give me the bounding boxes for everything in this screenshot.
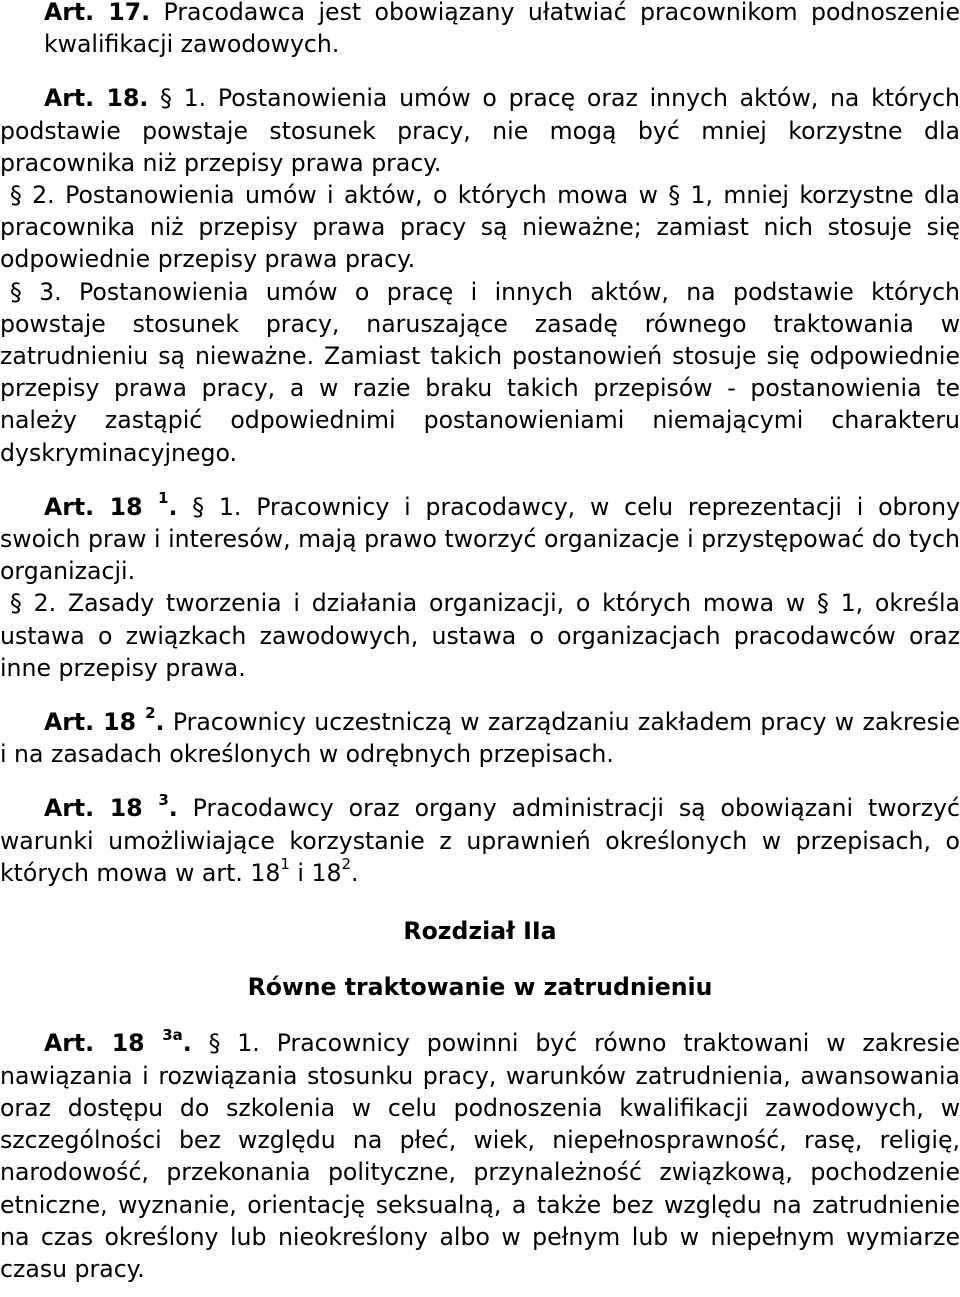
art-18-3-label: Art. 18 $^3$. [44, 790, 178, 823]
art-18-par-3 [0, 276, 960, 469]
art-18-1-par-2-text: Zasady tworzenia i działania organizacji, o których mowa w § 1, określa ustawa o związkach zawodowych, ustawa o organizacjach pracodawców oraz inne przepisy prawa. [0, 589, 960, 682]
art-18-2-label: Art. 18 $^2$. [44, 704, 165, 737]
art-18-3-sup: 3 [158, 790, 169, 809]
art-18-par-3-mark: § 3. [10, 277, 62, 306]
art-18-3-text: Pracodawcy oraz organy administracji są obowiązani tworzyć warunki umożliwiające korzystanie z uprawnień określonych w przepisach, o których mowa w art. $18^1$ i $18^2$. [0, 794, 960, 887]
art-18-par-3-text: Postanowienia umów o pracę i innych aktów, na podstawie których powstaje stosunek pracy, naruszające zasadę równego traktowania w zatrudnieniu są nieważne. Zamiast takich postanowień stosuje się odpowiednie przepisy prawa pracy, a w razie braku takich przepisów - postanowienia te należy zastąpić odpowiednimi postanowieniami niemającymi charakteru dyskryminacyjnego. [0, 277, 960, 467]
art-18-2 [0, 706, 960, 770]
art-17 [0, 0, 960, 60]
spacer [0, 770, 960, 792]
art-18-2-sup: 2 [145, 704, 156, 723]
art-18-3a-label: Art. 18 $^{3a}$. [44, 1025, 192, 1058]
spacer [0, 889, 960, 915]
spacer [0, 947, 960, 971]
chapter-subtitle: Równe traktowanie w zatrudnieniu [247, 973, 713, 1002]
spacer [0, 684, 960, 706]
art-18-1-label: Art. 18 $^1$. [44, 488, 178, 521]
art-18-1-par-1-text: Pracownicy i pracodawcy, w celu reprezentacji i obrony swoich praw i interesów, mają prawo tworzyć organizacje i przystępować do tych organizacji. [0, 492, 960, 586]
art-18-label: Art. 18. [44, 84, 149, 113]
art-18-par-1-text: Postanowienia umów o pracę oraz innych aktów, na których podstawie powstaje stosunek pracy, nie mogą być mniej korzystne dla pracownika niż przepisy prawa pracy. [0, 84, 960, 177]
art-18-2-text: Pracownicy uczestniczą w zarządzaniu zakładem pracy w zakresie i na zasadach określonych w odrębnych przepisach. [0, 708, 960, 769]
spacer [0, 60, 960, 82]
art-18-1-par-2-mark: § 2. [10, 589, 57, 618]
spacer [0, 469, 960, 491]
art-18-1-par-2 [0, 587, 960, 684]
art-18-1-par-1 [0, 488, 960, 588]
chapter-title: Rozdział IIa [403, 917, 557, 946]
art-18-par-2-text: Postanowienia umów i aktów, o których mowa w § 1, mniej korzystne dla pracownika niż przepisy prawa pracy są nieważne; zamiast nich stosuje się odpowiednie przepisy prawa pracy. [0, 181, 960, 274]
art-18-3a-par-1-text: Pracownicy powinni być równo traktowani w zakresie nawiązania i rozwiązania stosunku pracy, warunków zatrudnienia, awansowania oraz dostępu do szkolenia w celu podnoszenia kwalifikacji zawodowych, w szczególności bez względu na płeć, wiek, niepełnosprawność, rasę, religię, narodowość, przekonania polityczne, przynależność związkową, pochodzenie etniczne, wyznanie, orientację seksualną, a także bez względu na zatrudnienie na czas określony lub nieokreślony albo w pełnym lub w niepełnym wymiarze czasu pracy. [0, 1029, 960, 1283]
art-18-3a-par-1-mark: § 1. [208, 1029, 260, 1058]
art-18-3-ref-sup-1: 1 [280, 855, 290, 874]
art-18-3-ref-sup-2: 2 [341, 855, 352, 874]
art-18-par-1-mark: § 1. [160, 84, 207, 113]
art-18-1-sup: 1 [158, 488, 169, 507]
art-18-3a-sup: 3a [162, 1025, 183, 1044]
art-18-par-1 [0, 82, 960, 179]
art-17-text: Pracodawca jest obowiązany ułatwiać pracownikom podnoszenie kwalifikacji zawodowych. [44, 0, 960, 59]
art-18-par-2-mark: § 2. [10, 181, 55, 210]
spacer [0, 1003, 960, 1027]
art-18-3a-par-1 [0, 1027, 960, 1285]
art-18-1-par-1-mark: § 1. [192, 492, 242, 521]
art-18-3 [0, 792, 960, 889]
art-18-par-2 [0, 179, 960, 276]
art-17-label: Art. 17. [44, 0, 151, 26]
